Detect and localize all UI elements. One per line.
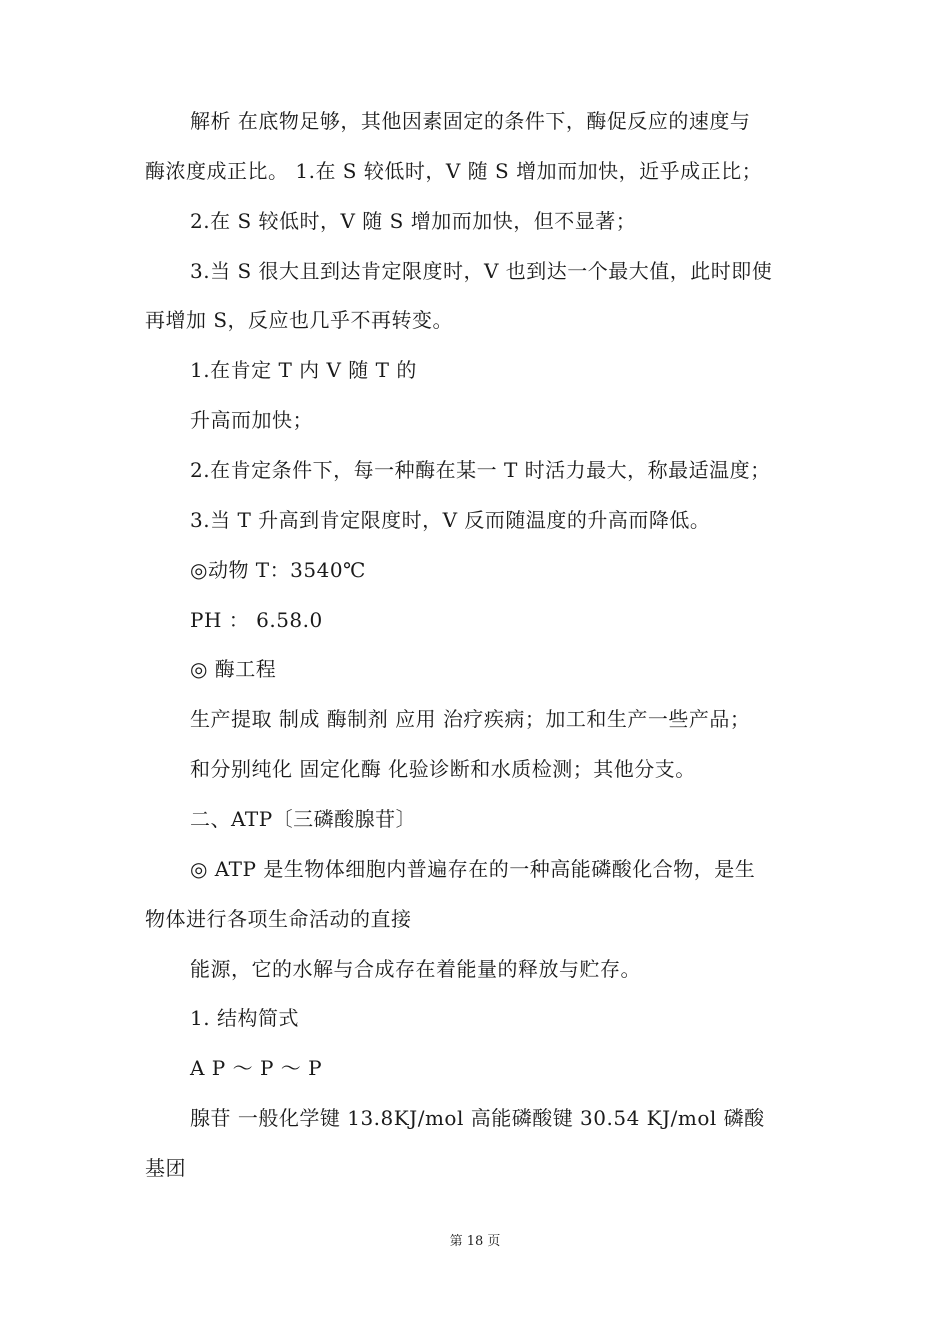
paragraph-line-17: 物体进行各项生命活动的直接 xyxy=(145,907,412,931)
paragraph-line-4: 3.当 S 很大且到达肯定限度时，V 也到达一个最大值，此时即使 xyxy=(190,259,773,283)
page-number: 第 18 页 xyxy=(449,1234,501,1249)
paragraph-line-3: 2.在 S 较低时，V 随 S 增加而加快，但不显著； xyxy=(190,209,637,233)
paragraph-line-18: 能源，它的水解与合成存在着能量的释放与贮存。 xyxy=(190,957,641,981)
paragraph-line-7: 升高而加快； xyxy=(190,408,313,432)
paragraph-line-22: 基团 xyxy=(145,1156,186,1180)
paragraph-line-11: PH ： 6.58.0 xyxy=(190,608,323,632)
paragraph-line-13: 生产提取 制成 酶制剂 应用 治疗疾病；加工和生产一些产品； xyxy=(190,707,751,731)
paragraph-line-14: 和分别纯化 固定化酶 化验诊断和水质检测；其他分支。 xyxy=(190,757,696,781)
atp-formula: A P ～ P ～ P xyxy=(190,1056,323,1080)
subheading-structure-formula: 1. 结构简式 xyxy=(190,1006,299,1030)
paragraph-line-9: 3.当 T 升高到肯定限度时，V 反而随温度的升高而降低。 xyxy=(190,508,711,532)
paragraph-line-16: ◎ ATP 是生物体细胞内普遍存在的一种高能磷酸化合物，是生 xyxy=(190,857,756,881)
paragraph-line-8: 2.在肯定条件下，每一种酶在某一 T 时活力最大，称最适温度； xyxy=(190,458,771,482)
paragraph-line-21: 腺苷 一般化学键 13.8KJ/mol 高能磷酸键 30.54 KJ/mol 磷酸 xyxy=(190,1106,765,1130)
paragraph-line-10: ◎动物 T：3540℃ xyxy=(190,558,366,582)
paragraph-line-6: 1.在肯定 T 内 V 随 T 的 xyxy=(190,358,417,382)
section-heading-atp: 二、ATP〔三磷酸腺苷〕 xyxy=(190,807,417,831)
paragraph-line-1: 解析 在底物足够，其他因素固定的条件下，酶促反应的速度与 xyxy=(190,109,751,133)
section-heading-enzyme-engineering: ◎ 酶工程 xyxy=(190,657,277,681)
paragraph-line-2: 酶浓度成正比。 1.在 S 较低时，V 随 S 增加而加快，近乎成正比； xyxy=(145,159,763,183)
paragraph-line-5: 再增加 S，反应也几乎不再转变。 xyxy=(145,308,454,332)
